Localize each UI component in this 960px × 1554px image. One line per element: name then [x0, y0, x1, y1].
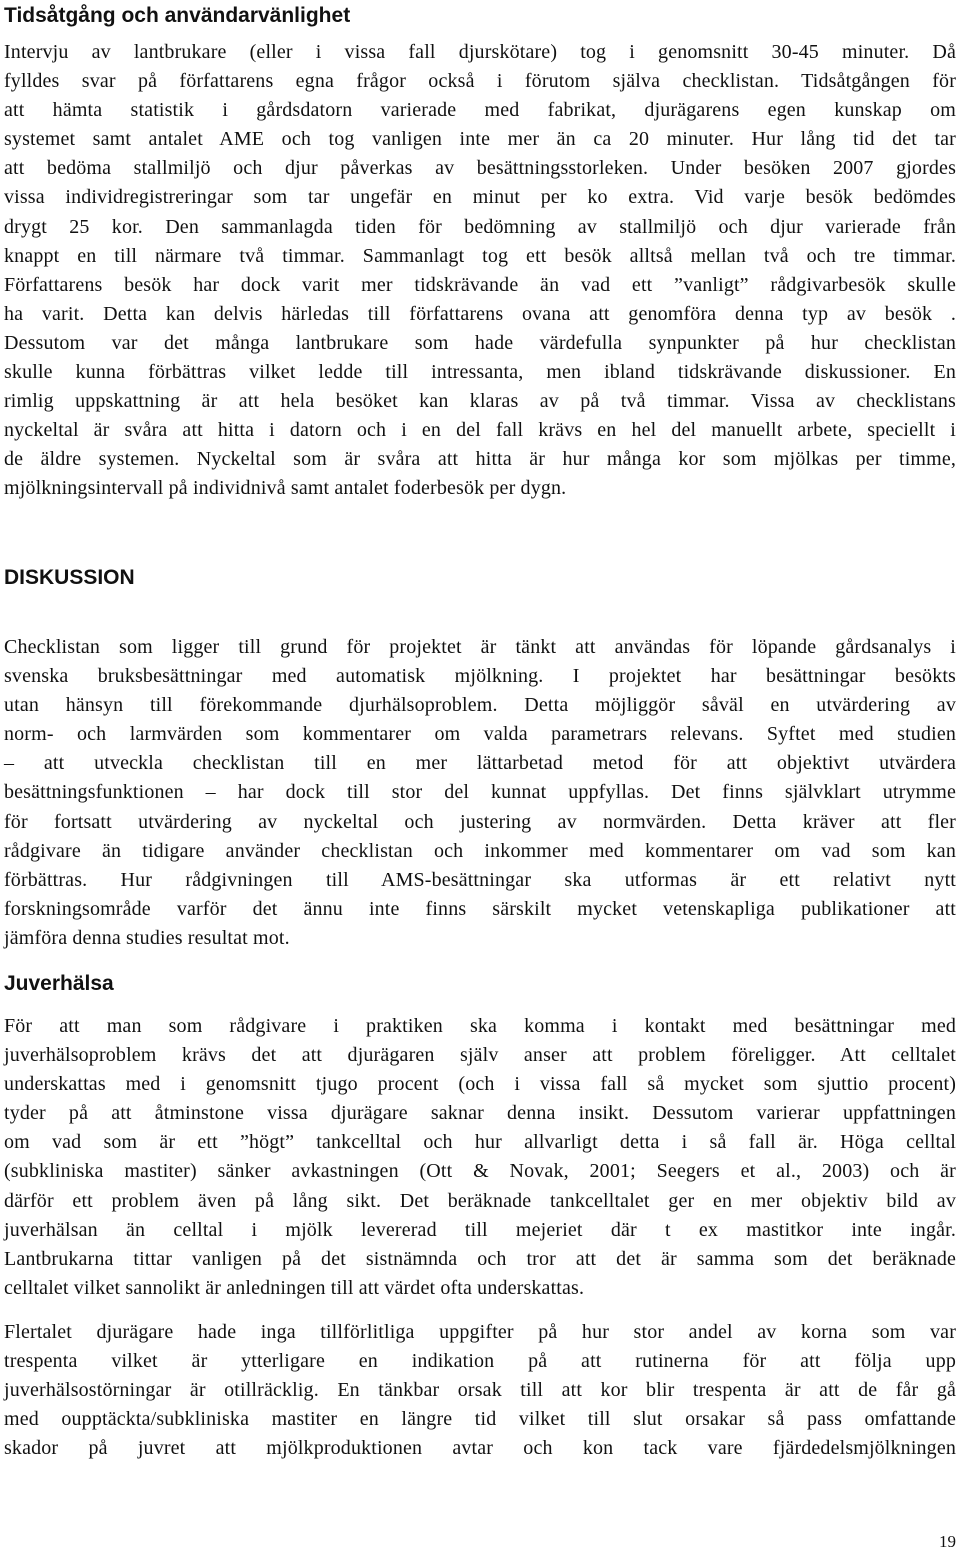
- text-line: med oupptäckta/subkliniska mastiter en längre tid vilket till slut orsakar så pass omfattande: [4, 1408, 956, 1431]
- text-line: celltalet vilket sannolikt är anledningen till att värdet ofta underskattas.: [4, 1276, 585, 1299]
- text-line: systemet samt antalet AME och tog vanligen inte mer än ca 20 minuter. Hur lång tid det tar: [4, 128, 956, 151]
- text-line: drygt 25 kor. Den sammanlagda tiden för bedömning av stallmiljö och djur varierade från: [4, 215, 956, 238]
- text-line: skulle kunna förbättras vilket ledde till intressanta, men ibland tidskrävande diskussioner. En: [4, 361, 956, 384]
- text-line: mjölkningsintervall på individnivå samt antalet foderbesök per dygn.: [4, 477, 567, 500]
- text-line: förbättras. Hur rådgivningen till AMS-besättningar ska utformas är ett relativt nytt: [4, 868, 956, 891]
- text-line: de äldre systemen. Nyckeltal som är svåra att hitta är hur många kor som mjölkas per timme,: [4, 448, 956, 471]
- text-line: att hämta statistik i gårdsdatorn varierade med fabrikat, djurägarens egen kunskap om: [4, 99, 956, 122]
- text-line: för fortsatt utvärdering av nyckeltal och justering av normvärden. Detta kräver att fler: [4, 810, 956, 833]
- text-line: Dessutom var det många lantbrukare som hade värdefulla synpunkter på hur checklistan: [4, 331, 956, 354]
- text-line: juverhälsostörningar är otillräcklig. En tänkbar orsak till att kor blir trespenta är att de får gå: [4, 1379, 956, 1402]
- section-heading-tidsatgang: Tidsåtgång och användarvänlighet: [4, 4, 351, 27]
- text-line: trespenta vilket är ytterligare en indikation på att rutinerna för att följa upp: [4, 1350, 956, 1373]
- text-line: skador på juvret att mjölkproduktionen avtar och kon tack vare fjärdedelsmjölkningen: [4, 1437, 956, 1460]
- text-line: svenska bruksbesättningar med automatisk mjölkning. I projektet har besättningar besökts: [4, 665, 956, 688]
- text-line: Checklistan som ligger till grund för projektet är tänkt att användas för löpande gårdsanalys i: [4, 636, 956, 658]
- section-heading-diskussion: DISKUSSION: [4, 566, 135, 589]
- text-line: om vad som är ett ”högt” tankcelltal och hur allvarligt detta i så fall är. Höga celltal: [4, 1131, 956, 1154]
- paragraph-diskussion: [4, 633, 956, 953]
- text-line: Författarens besök har dock varit mer tidskrävande än vad ett ”vanligt” rådgivarbesök skulle: [4, 273, 956, 296]
- text-line: tyder på att åtminstone vissa djurägare saknar denna insikt. Dessutom varierar uppfattningen: [4, 1102, 956, 1125]
- text-line: norm- och larmvärden som kommentarer om valda parametrars relevans. Syftet med studien: [4, 723, 956, 746]
- text-line: – att utveckla checklistan till en mer lättarbetad metod för att objektivt utvärdera: [4, 752, 956, 775]
- paragraph-juverhalsa-2: [4, 1318, 956, 1463]
- text-line: rimlig uppskattning är att hela besöket kan klaras av på två timmar. Vissa av checklistans: [4, 390, 956, 413]
- paragraph-tidsatgang: [4, 38, 956, 504]
- section-heading-juverhalsa: Juverhälsa: [4, 972, 114, 995]
- text-line: forskningsområde varför det ännu inte finns särskilt mycket vetenskapliga publikationer att: [4, 897, 956, 920]
- page-number: 19: [939, 1532, 956, 1551]
- text-line: fylldes svar på författarens egna frågor också i förutom själva checklistan. Tidsåtgången för: [4, 70, 956, 93]
- paragraph-juverhalsa-1: [4, 1012, 956, 1303]
- text-line: För att man som rådgivare i praktiken ska komma i kontakt med besättningar med: [4, 1015, 956, 1037]
- text-line: besättningsfunktionen – har dock till stor del kunnat uppfyllas. Det finns självklart utrymme: [4, 781, 956, 804]
- text-line: underskattas med i genomsnitt tjugo procent (och i vissa fall så mycket som sjuttio procent): [4, 1073, 956, 1096]
- text-line: vissa individregistreringar som tar ungefär en minut per ko extra. Vid varje besök bedömdes: [4, 186, 956, 209]
- text-line: nyckeltal är svåra att hitta i datorn och i en del fall krävs en hel del manuellt arbete, speciellt i: [4, 419, 956, 442]
- text-line: Intervju av lantbrukare (eller i vissa fall djurskötare) tog i genomsnitt 30-45 minuter. Då: [4, 41, 956, 63]
- text-line: utan hänsyn till förekommande djurhälsoproblem. Detta möjliggör såväl en utvärdering av: [4, 694, 956, 717]
- text-line: (subkliniska mastiter) sänker avkastningen (Ott & Novak, 2001; Seegers et al., 2003) och är: [4, 1160, 956, 1183]
- text-line: Lantbrukarna tittar vanligen på det sistnämnda och tror att det är samma som det beräknade: [4, 1247, 956, 1270]
- text-line: därför ett problem även på lång sikt. Det beräknade tankcelltalet ger en mer objektiv bild av: [4, 1189, 956, 1212]
- text-line: juverhälsan än celltal i mjölk levererad till mejeriet där t ex mastitkor inte ingår.: [4, 1218, 956, 1241]
- text-line: knappt en till närmare två timmar. Sammanlagt tog ett besök alltså mellan två och tre timmar.: [4, 244, 956, 267]
- text-line: ha varit. Detta kan delvis härledas till författarens ovana att genomföra denna typ av besök .: [4, 302, 956, 325]
- text-line: att bedöma stallmiljö och djur påverkas av besättningsstorleken. Under besöken 2007 gjordes: [4, 157, 956, 180]
- text-line: juverhälsoproblem krävs det att djurägaren själv anser att problem föreligger. Att celltalet: [4, 1044, 956, 1067]
- text-line: rådgivare än tidigare använder checklistan och inkommer med kommentarer om vad som kan: [4, 839, 956, 862]
- text-line: jämföra denna studies resultat mot.: [4, 926, 290, 949]
- text-line: Flertalet djurägare hade inga tillförlitliga uppgifter på hur stor andel av korna som var: [4, 1321, 956, 1343]
